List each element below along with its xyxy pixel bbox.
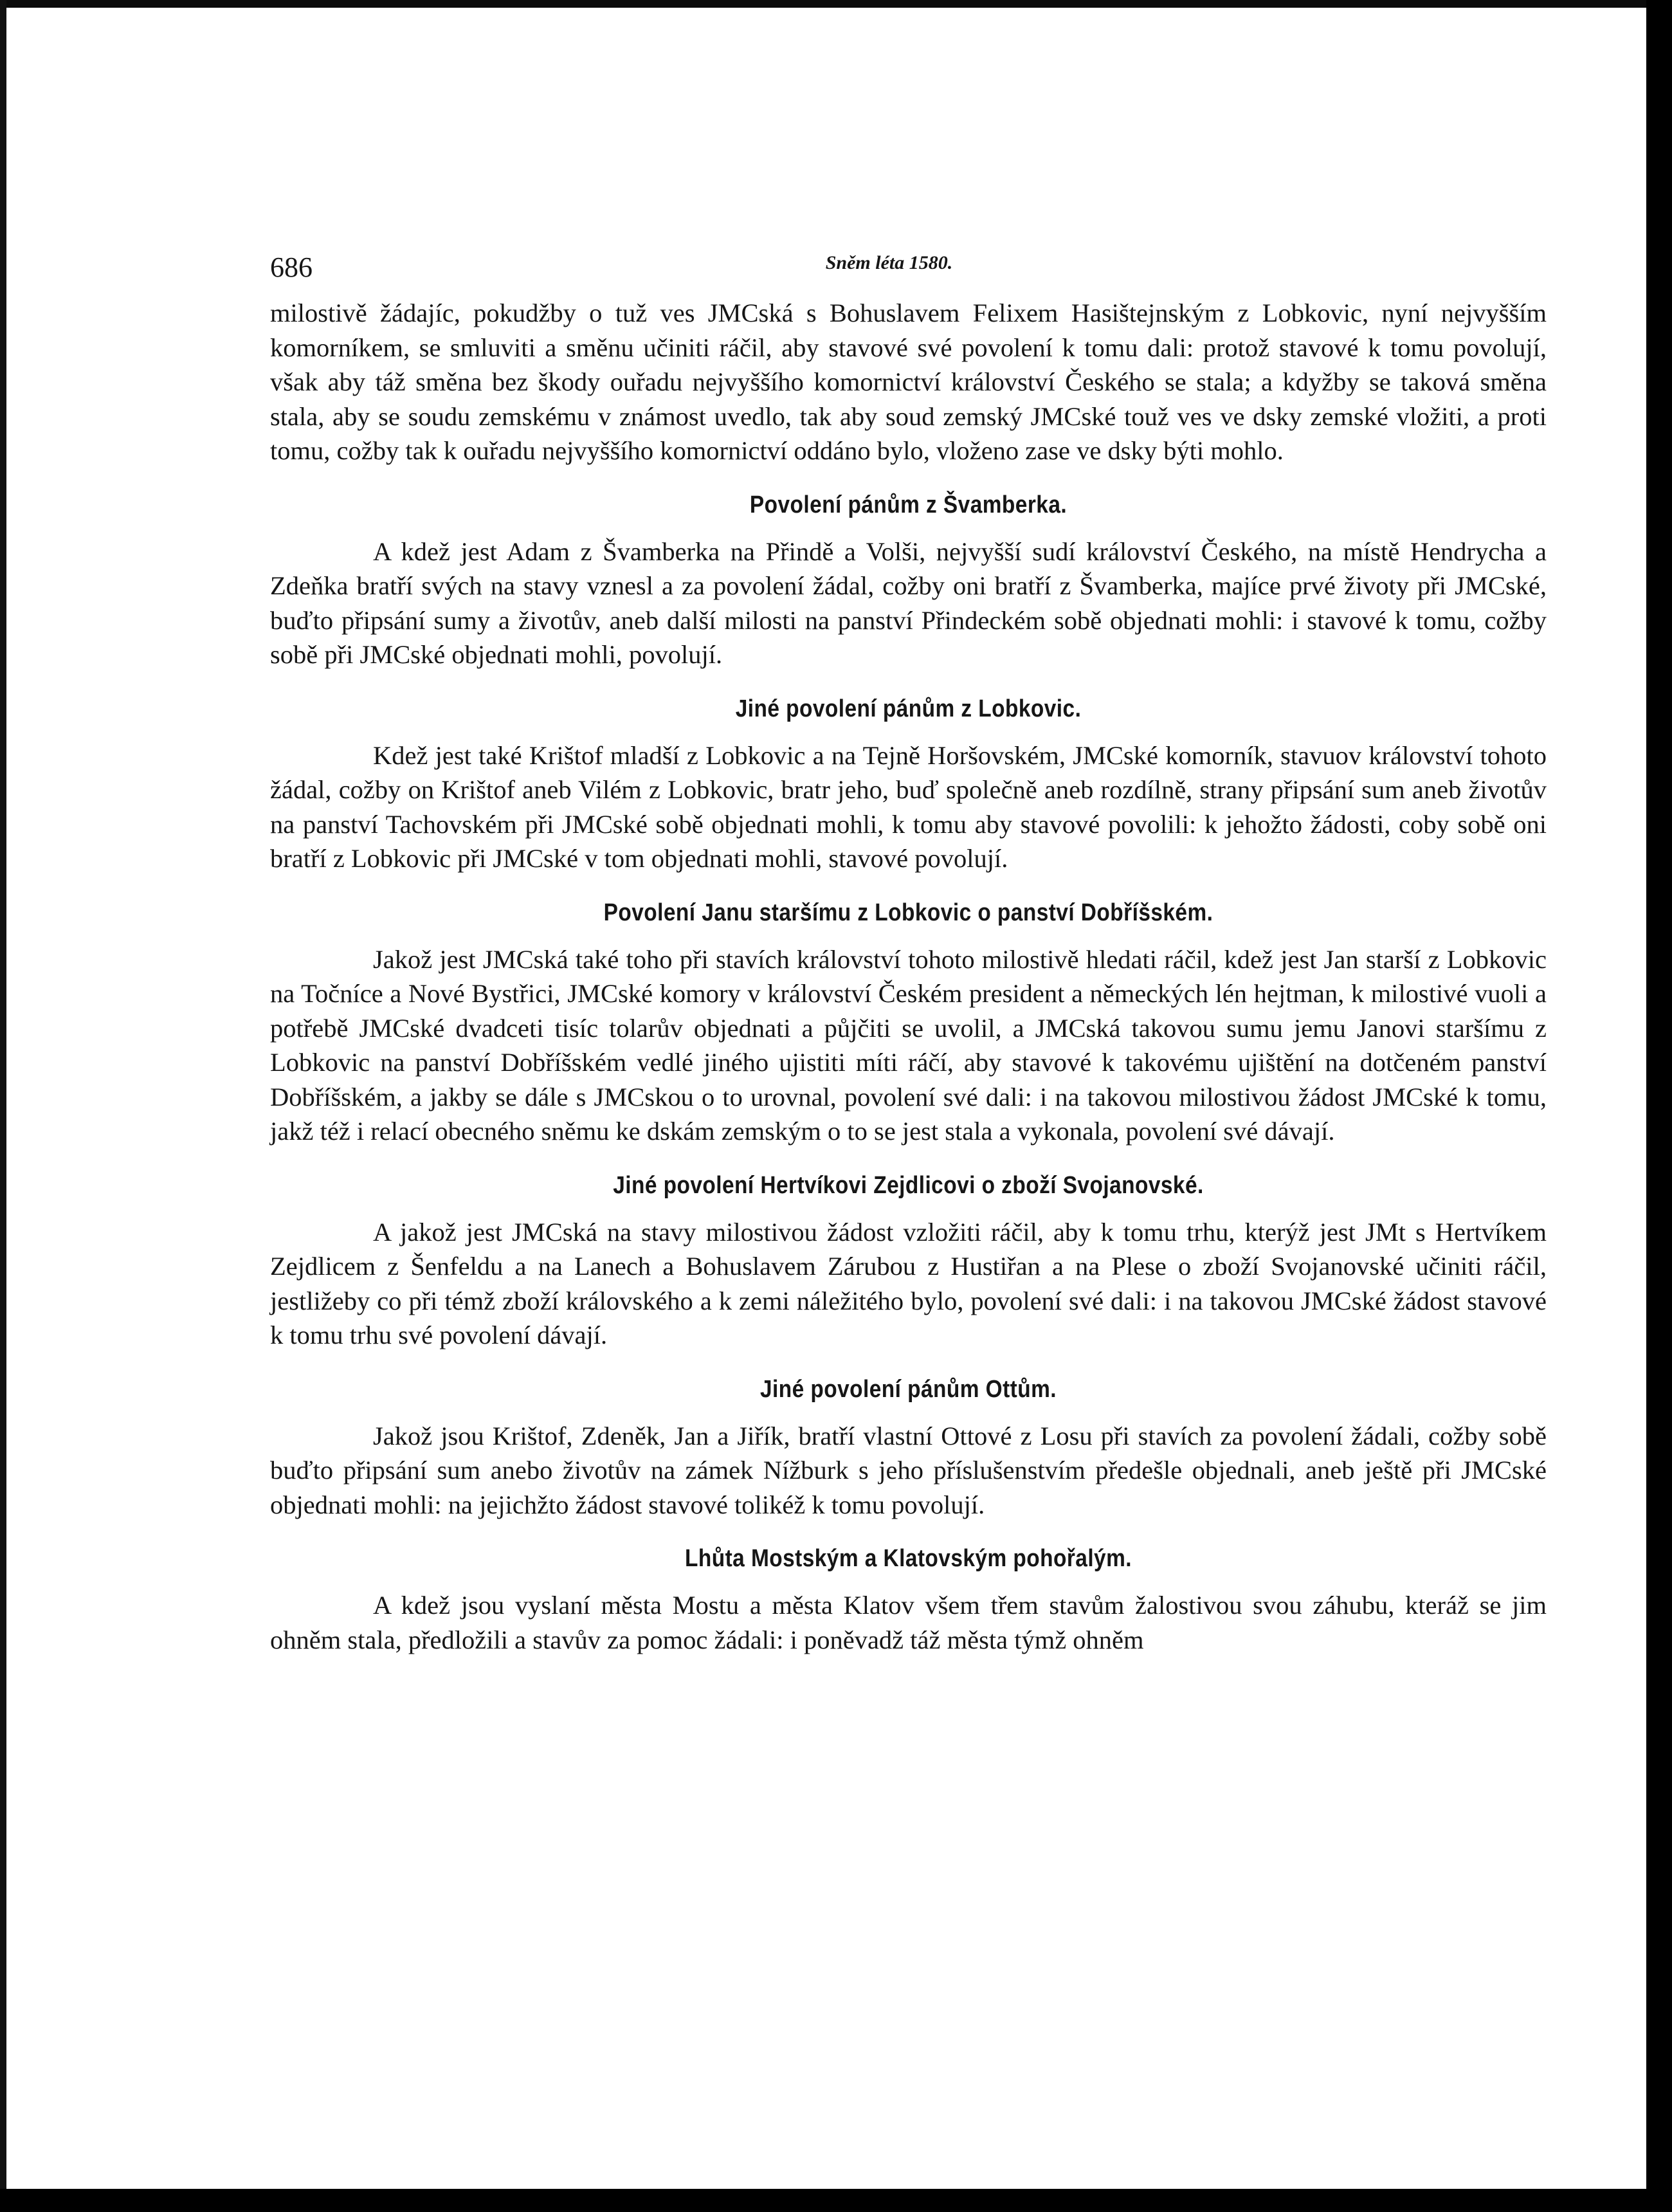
paragraph-continuation: milostivě žádajíc, pokudžby o tuž ves JMCská s Bohuslavem Felixem Hasištejnským z Lobkovic, nyní nejvyšším komorníkem, se smluviti a směnu učiniti ráčil, aby stavové své povolení k tomu dali: protož stavové k tomu povolují, však aby táž směna bez škody ouřadu nejvyššího komornictví království Českého se stala; a kdyžby se taková směna stala, aby se soudu zemskému v známost uvedlo, tak aby soud zemský JMCské touž ves ve dsky zemské vložiti, a proti tomu, cožby tak k ouřadu nejvyššího komornictví oddáno bylo, vloženo zase ve dsky býti mohlo.	[270, 298, 1547, 465]
section-heading: Jiné povolení pánům Ottům.	[759, 1375, 1057, 1403]
scan-border-bottom	[0, 2189, 1672, 2212]
page-content	[270, 244, 1547, 1657]
section-paragraph: Jakož jest JMCská také toho při stavích království tohoto milostivě hledati ráčil, kdež jest Jan starší z Lobkovic na Točníce a Nové Bystřici, JMCské komory v království Českém president a německých lén hejtman, k milostivé vuoli a potřebě JMCské dvadceti tisíc tolarův objednati a půjčiti se uvolil, a JMCská takovou sumu jemu Janovi staršímu z Lobkovic na panství Dobříšském vedlé jiného ujistiti míti ráčí, aby stavové k takovému ujištění na dotčeném panství Dobříšském, a jakby se dále s JMCskou o to urovnal, povolení své dali: i na takovou milostivou žádost JMCské k tomu, jakž též i relací obecného sněmu ke dskám zemským o to se jest stala a vykonala, povolení své dávají.	[270, 944, 1547, 1146]
page-header	[270, 244, 1547, 296]
section-heading: Jiné povolení Hertvíkovi Zejdlicovi o zboží Svojanovské.	[613, 1171, 1204, 1199]
page-number: 686	[270, 251, 313, 283]
scan-border-top	[0, 0, 1672, 8]
section-paragraph: A jakož jest JMCská na stavy milostivou žádost vzložiti ráčil, aby k tomu trhu, kterýž jest JMt s Hertvíkem Zejdlicem z Šenfeldu a na Lanech a Bohuslavem Zárubou z Hustiřan a na Plese o zboží Svojanovské učiniti ráčil, jestližeby co při témž zboží královského a k zemi náležitého bylo, povolení své dali: i na takovou JMCské žádost stavové k tomu trhu své povolení dávají.	[270, 1217, 1547, 1349]
scan-border-left	[0, 0, 6, 2212]
section-heading: Jiné povolení pánům z Lobkovic.	[735, 695, 1082, 722]
section-paragraph: A kdež jest Adam z Švamberka na Přindě a Volši, nejvyšší sudí království Českého, na místě Hendrycha a Zdeňka bratří svých na stavy vznesl a za povolení žádal, cožby oni bratří z Švamberka, majíce prvé životy při JMCské, buďto připsání sumy a životův, aneb další milosti na panství Přindeckém sobě objednati mohli: i stavové k tomu, cožby sobě při JMCské objednati mohli, povolují.	[270, 536, 1547, 669]
section-paragraph: A kdež jsou vyslaní města Mostu a města Klatov všem třem stavům žalostivou svou záhubu, kteráž se jim ohněm stala, předložili a stavův za pomoc žádali: i poněvadž táž města týmž ohněm	[270, 1591, 1547, 1654]
section-heading: Lhůta Mostským a Klatovským pohořalým.	[684, 1545, 1132, 1572]
section-paragraph: Kdež jest také Krištof mladší z Lobkovic a na Tejně Horšovském, JMCské komorník, stavuov království tohoto žádal, cožby on Krištof aneb Vilém z Lobkovic, bratr jeho, buď společně aneb rozdílně, strany připsání sum aneb životův na panství Tachovském při JMCské sobě objednati mohli, k tomu aby stavové povolili: k jehožto žádosti, coby sobě oni bratří z Lobkovic při JMCské v tom objednati mohli, stavové povolují.	[270, 740, 1547, 873]
running-head: Sněm léta 1580.	[825, 252, 953, 273]
section-heading: Povolení pánům z Švamberka.	[749, 491, 1068, 518]
scan-border-right	[1646, 0, 1672, 2212]
section-heading: Povolení Janu staršímu z Lobkovic o panství Dobříšském.	[603, 899, 1213, 926]
section-paragraph: Jakož jsou Krištof, Zdeněk, Jan a Jiřík, bratří vlastní Ottové z Losu při stavích za povolení žádali, cožby sobě buďto připsání sum anebo životův na zámek Nížburk s jeho příslušenstvím předešle objednali, aneb ještě při JMCské objednati mohli: na jejichžto žádost stavové tolikéž k tomu povolují.	[270, 1421, 1547, 1519]
